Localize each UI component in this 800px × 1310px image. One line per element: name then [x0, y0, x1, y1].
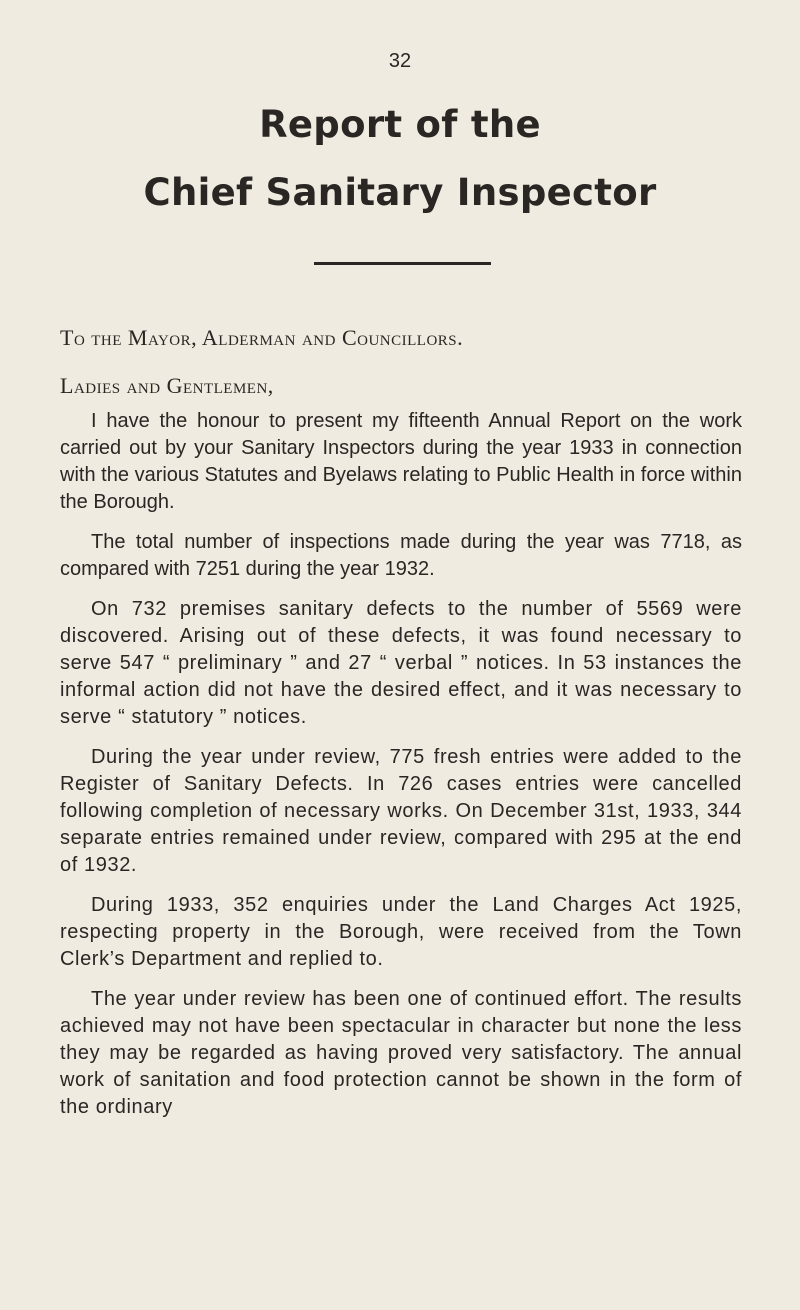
page-title-line-1: Report of the	[259, 103, 541, 146]
paragraph-defects: On 732 premises sanitary defects to the number of 5569 were discovered. Arising out of these defects, it was found necessary to serve 547 “ preliminary ” and 27 “ verbal ” notices. In 53 instances the informal action did not have the desired effect, and it was necessary to serve “ statutory ” notices.	[60, 598, 742, 728]
paragraph-introduction: I have the honour to present my fifteenth Annual Report on the work carried out by your Sanitary Inspectors during the year 1933 in connection with the various Statutes and Byelaws relating to Public Health in force within the Borough.	[60, 410, 742, 513]
page-title-line-2: Chief Sanitary Inspector	[143, 171, 657, 214]
paragraph-summary: The year under review has been one of continued effort. The results achieved may not have been spectacular in character but none the less they may be regarded as having proved very satisfactory. The annual work of sanitation and food protection cannot be shown in the form of the ordinary	[60, 988, 742, 1118]
greeting-line: Ladies and Gentlemen,	[60, 373, 274, 398]
paragraph-land-charges: During 1933, 352 enquiries under the Land Charges Act 1925, respecting property in the Borough, were received from the Town Clerk’s Department and replied to.	[60, 894, 742, 970]
paragraph-register: During the year under review, 775 fresh entries were added to the Register of Sanitary Defects. In 726 cases entries were cancelled following completion of necessary works. On December 31st, 1933, 344 separate entries remained under review, compared with 295 at the end of 1932.	[60, 746, 742, 876]
paragraph-inspections: The total number of inspections made during the year was 7718, as compared with 7251 during the year 1932.	[60, 531, 742, 580]
report-body	[60, 408, 742, 1121]
page-number: 32	[388, 50, 412, 72]
title-divider	[314, 262, 491, 265]
addressee-line: To the Mayor, Alderman and Councillors.	[60, 325, 464, 350]
